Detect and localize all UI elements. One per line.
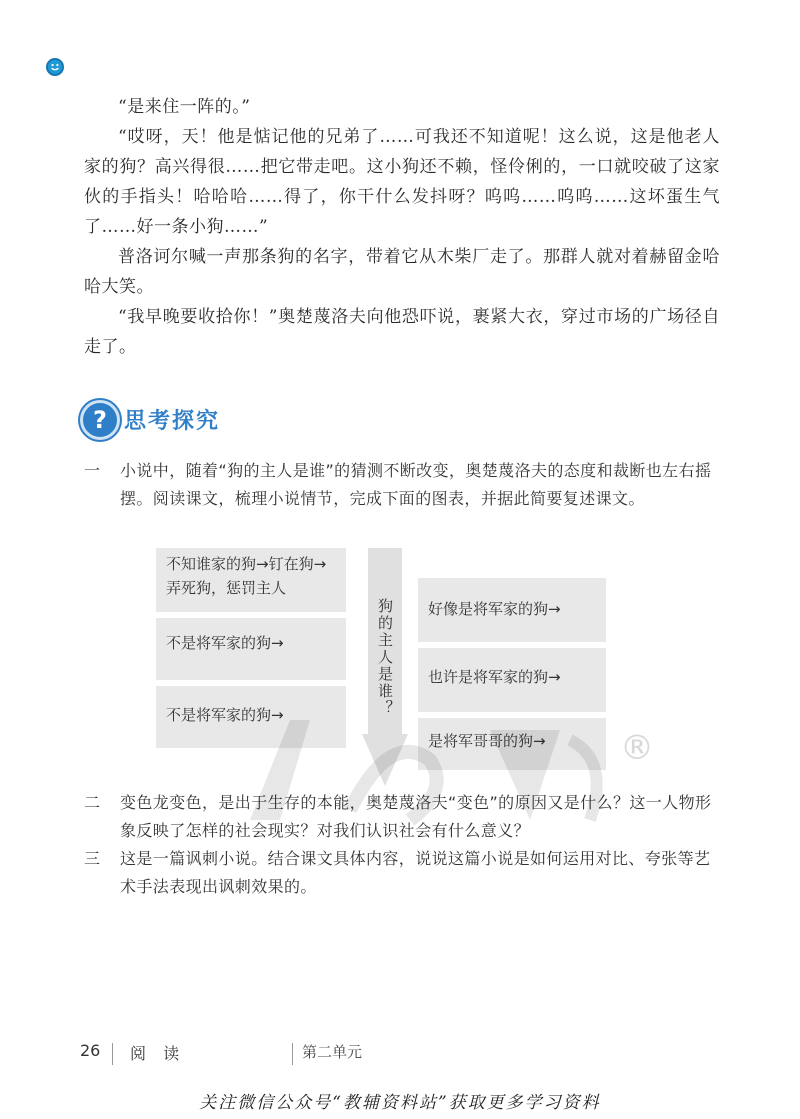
diagram-left-box-1: 不知谁家的狗→钉在狗→弄死狗，惩罚主人 — [156, 548, 346, 612]
question-text: 变色龙变色，是出于生存的本能，奥楚蔑洛夫“变色”的原因又是什么？这一人物形象反映了怎样的社会现实？对我们认识社会有什么意义？ — [120, 793, 712, 840]
diagram-right-box-1: 好像是将军家的狗→ — [418, 578, 606, 642]
question-number: 二 — [84, 793, 101, 812]
promo-note: 关注微信公众号“教辅资料站”获取更多学习资料 — [199, 1093, 601, 1113]
section-title: 思考探究 — [124, 409, 221, 434]
footer-divider — [292, 1043, 293, 1065]
story-paragraph: “我早晚要收拾你！”奥楚蔑洛夫向他恐吓说，裹紧大衣，穿过市场的广场径自走了。 — [84, 307, 720, 357]
diagram-center-label — [363, 598, 407, 721]
footer-unit-label: 第二单元 — [302, 1043, 363, 1061]
footer-divider — [112, 1043, 113, 1065]
smiley-icon — [46, 58, 64, 76]
page-footer — [0, 1041, 800, 1071]
diagram-right-box-2: 也许是将军家的狗→ — [418, 648, 606, 712]
page-number: 26 — [80, 1041, 101, 1060]
question-glyph: ? — [93, 406, 107, 434]
registered-mark: ® — [620, 728, 654, 768]
story-paragraph: “是来住一阵的。” — [118, 97, 251, 117]
section-heading — [80, 398, 240, 442]
question-1 — [84, 457, 724, 513]
footer-section-label: 阅 读 — [130, 1044, 186, 1063]
diagram-right-box-3: 是将军哥哥的狗→ — [418, 718, 606, 770]
question-3 — [84, 845, 724, 901]
question-icon — [80, 400, 120, 440]
story-paragraph: 普洛诃尔喊一声那条狗的名字，带着它从木柴厂走了。那群人就对着赫留金哈哈大笑。 — [84, 247, 720, 297]
story-paragraph: “哎呀，天！他是惦记他的兄弟了……可我还不知道呢！这么说，这是他老人家的狗？高兴得很……把它带走吧。这小狗还不赖，怪伶俐的，一口就咬破了这家伙的手指头！哈哈哈……得了，你干什么发抖呀？呜呜……呜呜……这坏蛋生气了……好一条小狗……” — [84, 127, 720, 237]
question-text: 这是一篇讽刺小说。结合课文具体内容，说说这篇小说是如何运用对比、夸张等艺术手法表现出讽刺效果的。 — [120, 849, 711, 896]
diagram-left-box-2: 不是将军家的狗→ — [156, 618, 346, 680]
question-number: 一 — [84, 461, 101, 480]
question-text: 小说中，随着“狗的主人是谁”的猜测不断改变，奥楚蔑洛夫的态度和裁断也左右摇摆。阅读课文，梳理小说情节，完成下面的图表，并据此简要复述课文。 — [120, 461, 712, 508]
question-number: 三 — [84, 849, 101, 868]
question-2 — [84, 789, 724, 845]
story-text — [84, 92, 720, 362]
diagram-left-box-3: 不是将军家的狗→ — [156, 686, 346, 748]
diagram-center-text: 狗的主人是谁？ — [376, 598, 394, 717]
